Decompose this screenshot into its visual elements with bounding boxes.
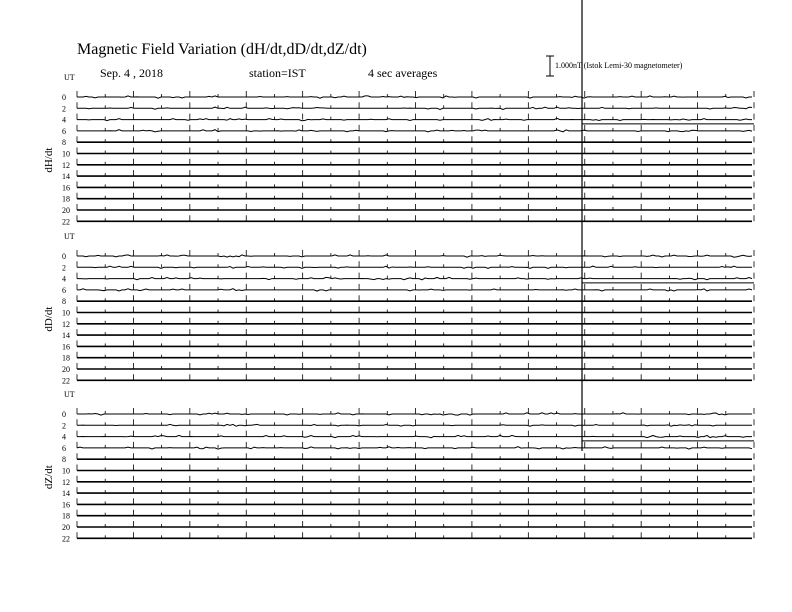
row-label: 8 <box>62 138 66 148</box>
ut-label: UT <box>64 390 75 399</box>
trace-row <box>62 329 754 340</box>
trace-row <box>62 250 754 261</box>
trace-line <box>77 424 752 426</box>
trace-row <box>62 374 754 385</box>
panel-ylabel: dH/dt <box>43 147 55 173</box>
row-label: 6 <box>62 126 66 136</box>
trace-row <box>62 295 754 306</box>
trace-row <box>62 498 754 509</box>
row-label: 16 <box>62 183 70 193</box>
trace-row <box>62 273 754 284</box>
panel-ylabel: dD/dt <box>43 306 55 332</box>
row-label: 2 <box>62 263 66 273</box>
trace-row <box>62 453 754 464</box>
averaging-label: 4 sec averages <box>368 66 438 80</box>
row-label: 6 <box>62 443 66 453</box>
trace-row <box>62 431 754 442</box>
trace-row <box>62 125 754 136</box>
trace-line <box>77 255 752 257</box>
row-label: 16 <box>62 500 70 510</box>
row-label: 18 <box>62 353 70 363</box>
trace-row <box>62 215 754 226</box>
row-label: 12 <box>62 477 70 487</box>
trace-row <box>62 261 754 272</box>
row-label: 22 <box>62 534 70 544</box>
trace-line <box>77 107 752 109</box>
trace-row <box>62 510 754 521</box>
trace-row <box>62 408 754 419</box>
row-label: 6 <box>62 285 66 295</box>
row-label: 22 <box>62 217 70 227</box>
trace-row <box>62 159 754 170</box>
row-label: 4 <box>62 115 66 125</box>
trace-line <box>77 447 752 449</box>
trace-row <box>62 148 754 159</box>
row-label: 14 <box>62 172 70 182</box>
trace-row <box>62 181 754 192</box>
row-label: 10 <box>62 149 70 159</box>
row-label: 20 <box>62 365 70 374</box>
row-label: 12 <box>62 160 70 170</box>
trace-row <box>62 442 754 453</box>
row-label: 14 <box>62 489 70 499</box>
panel-dZ-dt <box>43 390 754 543</box>
station-label: station=IST <box>249 66 306 80</box>
trace-row <box>62 352 754 363</box>
row-label: 0 <box>62 252 66 261</box>
trace-line <box>77 289 752 291</box>
scale-label: 1.000nT (Istok Lemi-30 magnetometer) <box>555 61 683 70</box>
trace-row <box>62 487 754 498</box>
row-label: 16 <box>62 342 70 352</box>
trace-row <box>62 532 754 543</box>
trace-row <box>62 102 754 113</box>
row-label: 8 <box>62 455 66 465</box>
row-label: 22 <box>62 376 70 386</box>
row-label: 0 <box>62 93 66 102</box>
trace-row <box>62 363 754 374</box>
trace-row <box>62 307 754 318</box>
trace-line <box>77 130 752 132</box>
trace-line <box>77 118 752 120</box>
trace-row <box>62 419 754 430</box>
trace-line <box>77 277 752 279</box>
chart-title: Magnetic Field Variation (dH/dt,dD/dt,dZ/dt) <box>77 41 367 58</box>
panel-ylabel: dZ/dt <box>43 465 55 490</box>
trace-line <box>77 96 752 98</box>
ut-label: UT <box>64 73 75 82</box>
trace-row <box>62 465 754 476</box>
row-label: 20 <box>62 206 70 215</box>
trace-row <box>62 91 754 102</box>
row-label: 4 <box>62 274 66 284</box>
row-label: 12 <box>62 319 70 329</box>
trace-row <box>62 476 754 487</box>
row-label: 10 <box>62 308 70 318</box>
trace-line <box>77 266 752 268</box>
trace-line <box>77 435 752 437</box>
trace-row <box>62 114 754 125</box>
row-label: 8 <box>62 297 66 307</box>
panel-dH-dt <box>43 73 754 226</box>
row-label: 18 <box>62 194 70 204</box>
row-label: 0 <box>62 410 66 419</box>
scale-bar <box>546 56 554 76</box>
panel-dD-dt <box>43 232 754 385</box>
trace-row <box>62 340 754 351</box>
row-label: 20 <box>62 523 70 532</box>
row-label: 2 <box>62 421 66 431</box>
trace-row <box>62 204 754 215</box>
trace-row <box>62 193 754 204</box>
panels-group <box>43 73 754 543</box>
trace-row <box>62 170 754 181</box>
row-label: 2 <box>62 104 66 114</box>
row-label: 10 <box>62 466 70 476</box>
trace-row <box>62 318 754 329</box>
trace-line <box>77 413 752 415</box>
row-label: 18 <box>62 511 70 521</box>
row-label: 14 <box>62 331 70 341</box>
trace-row <box>62 521 754 532</box>
trace-row <box>62 136 754 147</box>
row-label: 4 <box>62 432 66 442</box>
ut-label: UT <box>64 232 75 241</box>
trace-row <box>62 284 754 295</box>
date-label: Sep. 4 , 2018 <box>100 66 163 80</box>
